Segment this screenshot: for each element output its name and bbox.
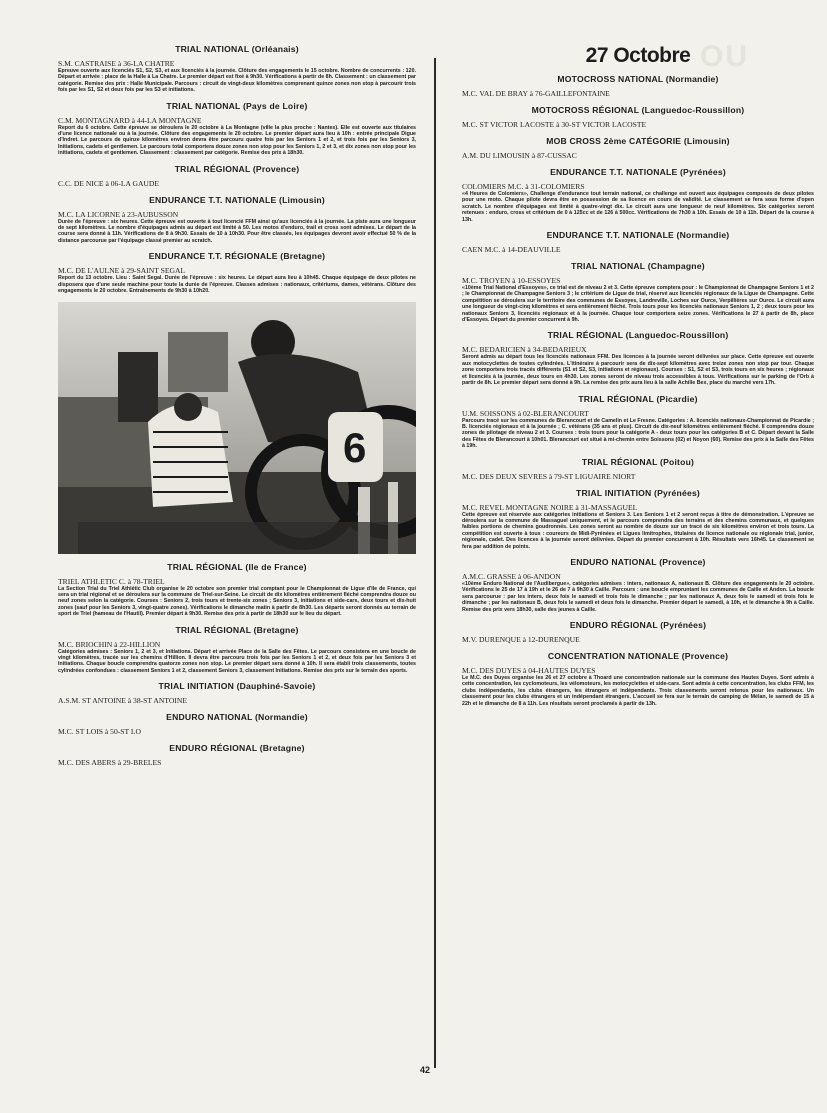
event-title: MOB CROSS 2ème CATÉGORIE (Limousin) [546, 136, 730, 146]
event-listing [462, 74, 814, 98]
event-listing [58, 743, 416, 767]
event-club-location: COLOMIERS M.C. à 31-COLOMIERS [462, 182, 585, 191]
event-listing [462, 167, 814, 223]
svg-text:6: 6 [343, 423, 367, 471]
event-listing [462, 105, 814, 129]
trial-rider-photo [58, 302, 416, 554]
event-description: «10ème Trial National d'Essoyes», ce trial est de niveau 2 et 3. Cette épreuve comptera pour : le Championnat de Champagne Seniors 1 et 2 ; le Championnat de Champagne Seniors 3 ; le critérium de Ligue de trial, réservé aux licenciés régionaux de la Ligue de Champagne. Cette compétition se déroulera sur le territoire des communes de Essoyes, Landreville, Loches sur Ource, Verpillières sur Ource. Le circuit aura une longueur de vingt-cinq kilomètres et sera entièrement fléché. Trois tours pour les licenciés nationaux Seniors 1, 2 ; deux tours pour les nationaux Seniors 3, licenciés régionaux et à la journée. Chaque tour comportera seize zones. Vérifications le 27 à partir de 8h, place d'Essoyes. Départ du premier concurrent à 9h. [462, 285, 814, 324]
event-club-location: A.S.M. ST ANTOINE à 38-ST ANTOINE [58, 696, 187, 706]
event-listing [58, 251, 416, 294]
event-title: TRIAL RÉGIONAL (Languedoc-Roussillon) [547, 330, 729, 341]
event-description: Le M.C. des Duyes organise les 26 et 27 octobre à Thoard une concentration nationale sur la commune des Hautes Duyes. Sont admis à cette concentration, les cyclomoteurs, les vélomoteurs, les motocyclettes et side-cars. Sont admis à cette concentration, les clubs FFM, les clubs indépendants, les clubs étrangers, les étrangers et indépendants. Trois classements seront retenus pour les nationaux. Un classement pour les clubs étrangers et un indépendant étrangers. L'accueil se fera sur le terrain de camping de Mélan, le samedi de 15 à 22h et le dimanche de 8 à 11h. Les résultats seront proclamés à partir de 13h. [462, 675, 814, 707]
event-listing [58, 625, 416, 675]
event-description: Report du 13 octobre. Lieu : Saint Segal. Durée de l'épreuve : six heures. Le départ aura lieu à 10h45. Chaque équipage de deux pilotes ne disposera que d'une seule machine pour toute la durée de l'épreuve. Classes admises : nationaux, critériums, dames, vétérans. Clôture des engagements le 20 octobre. Entraînements de 9h30 à 10h20. [58, 275, 416, 295]
event-title: ENDURO NATIONAL (Normandie) [166, 712, 308, 723]
event-club-location: U.M. SOISSONS à 02-BLERANCOURT [462, 408, 589, 418]
event-title: TRIAL RÉGIONAL (Provence) [174, 163, 300, 174]
event-club-location: M.C. VAL DE BRAY à 76-GAILLEFONTAINE [462, 89, 610, 98]
event-club-location: M.C. ST LOIS à 50-ST LO [58, 727, 142, 737]
event-listing [58, 44, 416, 94]
event-listing [462, 620, 814, 644]
event-club-location: M.C. DES DEUX SEVRES à 79-ST LIGUAIRE NIORT [462, 471, 636, 481]
event-listing [58, 562, 416, 618]
event-title: TRIAL RÉGIONAL (Poitou) [581, 456, 695, 467]
event-club-location: M.C. BRIOCHIN à 22-HILLION [58, 639, 161, 649]
event-description: Epreuve ouverte aux licenciés S1, S2, S3, et aux licenciés à la journée. Clôture des engagements le 15 octobre. Nombre de concurrents : 120. Départ et arrivée : place de la Halle à La Chatre. Le premier départ est fixé à 9h30. Vérifications à partir de 8h. Classement : un classement par catégorie. Remise des prix : Halle Municipale. Parcours : circuit de vingt-deux kilomètres comprenant quinze zones non stop à parcourir trois fois par les S1, S2 et deux fois par les S3 et initiations. [58, 68, 416, 94]
event-title: TRIAL INITIATION (Pyrénées) [576, 487, 700, 498]
event-description: Durée de l'épreuve : six heures. Cette épreuve est ouverte à tout licencié FFM ainsi qu'aux licenciés à la journée. La piste aura une longueur de sept kilomètres. Le nombre d'équipages admis au départ est limité à 50. Les motos d'enduro, trail et cross sont admises. Le départ de la course sera donné à 11h. Vérifications de 8 à 9h30. Essais de 10 à 10h30. Pour être classés, les équipages devront avoir effectué 50 % de la distance parcourue par l'équipage classé premier au scratch. [58, 218, 416, 244]
event-description: Seront admis au départ tous les licenciés nationaux FFM. Des licences à la journée seront délivrées sur place. Cette épreuve est ouverte aux motocyclettes de toutes cylindrées. L'itinéraire à parcourir sera de dix-sept kilomètres avec treize zones non stop par tour. Chaque zone comportera trois tracés différents (S1 et S2, S3, initiations et régionaux). Courses : S1, S2 et S3, trois tours en six heures ; régionaux et licenciés à la journée, deux tours en 4h30. Les zones seront de niveau trois accessibles à tous. Vérifications sur le parking de l'Orb à partir de 8h. Le premier départ sera donné à 9h. La remise des prix aura lieu à la salle Achille Bex, place du marché vers 17h. [462, 354, 814, 387]
event-title: ENDURO NATIONAL (Provence) [570, 556, 706, 567]
event-listing [462, 651, 814, 707]
event-club-location: CAEN M.C. à 14-DEAUVILLE [462, 245, 561, 255]
faded-background-lettering: OU [700, 40, 749, 73]
event-club-location: M.C. TROYEN à 10-ESSOYES [462, 276, 561, 286]
event-club-location: M.C. LA LICORNE à 23-AUBUSSON [58, 209, 179, 219]
event-title: ENDURO RÉGIONAL (Bretagne) [169, 743, 305, 754]
event-listing [462, 261, 814, 323]
event-listing [462, 394, 814, 450]
event-listing [462, 457, 814, 481]
event-club-location: A.M.C. GRASSE à 06-ANDON [462, 571, 561, 581]
event-listing [462, 488, 814, 550]
event-title: ENDURO RÉGIONAL (Pyrénées) [569, 620, 707, 630]
event-title: CONCENTRATION NATIONALE (Provence) [547, 651, 729, 661]
event-listing [58, 101, 416, 157]
date-heading: 27 Octobre [585, 44, 691, 67]
event-title: TRIAL RÉGIONAL (Ile de France) [167, 561, 307, 572]
event-title: ENDURANCE T.T. NATIONALE (Pyrénées) [550, 167, 726, 177]
event-club-location: S.M. CASTRAISE à 36-LA CHATRE [58, 59, 175, 68]
event-title: TRIAL RÉGIONAL (Picardie) [578, 393, 698, 404]
page-number: 42 [420, 1065, 431, 1075]
event-title: TRIAL NATIONAL (Pays de Loire) [166, 100, 308, 111]
event-club-location: M.C. DES ABERS à 29-BRELES [58, 758, 162, 768]
event-club-location: M.C. DES DUYES à 04-HAUTES DUYES [462, 666, 596, 675]
event-title: ENDURANCE T.T. RÉGIONALE (Bretagne) [148, 251, 326, 262]
event-description: La Section Trial du Triel Athlétic Club organise le 20 octobre son premier trial comptant pour le Championnat de Ligue d'Ile de France, qui sera un trial régional et se déroulera sur la commune de Triel-sur-Seine. Le circuit de dix kilomètres entièrement fléché comprendra douze ou neuf zones selon la catégorie. Courses : Seniors 2, trois tours et trente-six zones ; Seniors 3, initiations et side-cars, deux tours et dix-huit zones (sauf pour les Seniors 3, vingt-quatre zones). Vérifications le dimanche matin à partir de 8h30. Les départs seront donnés au terrain de sport de Triel (hameau de l'Hautil). Premier départ à 9h30. Remise des prix à partir de 18h30 sur le lieu du départ. [58, 585, 416, 618]
left-events-top [58, 44, 416, 295]
event-title: TRIAL RÉGIONAL (Bretagne) [175, 624, 299, 635]
event-club-location: M.C. REVEL MONTAGNE NOIRE à 31-MASSAGUEL [462, 502, 638, 512]
event-title: ENDURANCE T.T. NATIONALE (Normandie) [546, 230, 730, 241]
event-title: TRIAL NATIONAL (Orléanais) [175, 44, 299, 54]
event-listing [462, 230, 814, 254]
event-club-location: TRIEL ATHLETIC C. à 78-TRIEL [58, 576, 165, 586]
event-club-location: C.C. DE NICE à 06-LA GAUDE [58, 178, 160, 188]
event-title: ENDURANCE T.T. NATIONALE (Limousin) [149, 194, 325, 205]
event-description: Report du 6 octobre. Cette épreuve se déroulera le 20 octobre à La Montagne (ville la plus proche : Nantes). Elle est ouverte aux titulaires d'une licence nationale ou à la journée. Clôture des engagements le 20 octobre. Le premier départ aura lieu à 10h : entrée principale Digue d'Indret. Le parcours de quinze kilomètres environ devra être parcouru quatre fois par les Seniors 1 et 2, et trois fois par les Seniors 3, Initiations, cadets et gentlemen. Le parcours total comportera douze zones non stop pour les Seniors 1, 2 et 3, et dix zones non stop pour les initiations, cadets et gentlemen. Classement : classement par catégorie. Remise des prix à 18h30. [58, 124, 416, 157]
right-column [462, 44, 814, 714]
event-title: TRIAL INITIATION (Dauphiné-Savoie) [158, 681, 316, 692]
event-club-location: C.M. MONTAGNARD à 44-LA MONTAGNE [58, 115, 202, 125]
left-events-bottom [58, 562, 416, 768]
left-column [58, 44, 416, 774]
right-events [462, 74, 814, 707]
event-description: «10ème Enduro National de l'Audibergue», catégories admises : inters, nationaux A, nationaux B. Clôture des engagements le 20 octobre. Vérifications le 25 de 17 à 19h et le 26 de 7 à 9h30 à Caille. Parcours : une boucle empruntant les communes de Caille et Andon. La boucle sera parcourue : par les inters, deux fois le samedi et trois fois le dimanche ; par les nationaux A, deux fois le samedi et trois fois le dimanche ; par les nationaux B, deux fois le samedi et deux fois le dimanche. Premier départ le samedi, à 10h, et le dimanche à 9h à Caille. Remise des prix vers 18h30, salle des jeunes à Caille. [462, 580, 814, 613]
column-divider [434, 58, 436, 1068]
event-title: MOTOCROSS RÉGIONAL (Languedoc-Roussillon) [531, 105, 745, 115]
event-description: Catégories admises : Seniors 1, 2 et 3, et Initiations. Départ et arrivée Place de la Salle des Fêtes. Le parcours consistera en une boucle de vingt kilomètres, tracée sur les chemins d'Hillion. Il devra être parcouru trois fois par les Seniors 1 et 2, et deux fois par les Seniors 3 et Initiations. Chaque boucle comprendra quatorze zones non stop. Le premier départ sera donné à 10h. Il sera établi trois classements, toutes cylindrées confondues : classement Seniors 1 et 2, classement Seniors 3, classement Initiations. Remise des prix sur le terrain des sports. [58, 648, 416, 674]
event-club-location: M.V. DURENQUE à 12-DURENQUE [462, 635, 580, 644]
event-listing [462, 557, 814, 613]
event-listing [58, 164, 416, 188]
event-listing [462, 136, 814, 160]
event-title: TRIAL NATIONAL (Champagne) [571, 261, 705, 272]
event-title: MOTOCROSS NATIONAL (Normandie) [557, 74, 719, 84]
event-club-location: M.C. DE L'AULNE à 29-SAINT SEGAL [58, 266, 186, 276]
event-club-location: M.C. ST VICTOR LACOSTE à 30-ST VICTOR LACOSTE [462, 120, 647, 129]
event-listing [58, 195, 416, 245]
event-listing [58, 712, 416, 736]
event-description: Parcours tracé sur les communes de Blerancourt et de Camelin et Le Fresne. Catégories : A. licenciés nationaux-Championnat de Picardie ; B. licenciés régionaux et à la journée ; C. vétérans (35 ans et plus). Circuit de dix-neuf kilomètres entièrement fléché. Il comprendra douze zones de pilotage de niveau 2 et 3. Courses : trois tours pour la catégorie A - deux tours pour les catégories B et C. Départ devant la Salle des Fêtes de Blerancourt à 10h01. Blerancourt est situé à mi-chemin entre Soissons (02) et Noyon (60). Remise des prix à la Salle des Fêtes à 19h. [462, 417, 814, 450]
event-listing [58, 681, 416, 705]
event-listing [462, 330, 814, 386]
event-club-location: M.C. BEDARICIEN à 34-BEDARIEUX [462, 345, 587, 355]
event-description: «4 Heures de Colomiers», Challenge d'endurance tout terrain national, ce challenge est ouvert aux équipages composés de deux pilotes pour une moto. Chaque pilote devra être en possession de sa licence en cours de validité. Le classement se fera sous forme d'open scratch. Le nombre d'équipages est limité à quatre-vingt dix. Le circuit aura une longueur de neuf kilomètres. Six catégories seront retenues : enduro, cross et critérium de 0 à 125cc et de 126 à 500cc. Vérifications de 7h30 à 10h. Essais de 10 à 11h. Départ de la course à 13h. [462, 191, 814, 223]
event-club-location: A.M. DU LIMOUSIN à 87-CUSSAC [462, 151, 577, 160]
event-description: Cette épreuve est réservée aux catégories initiations et Seniors 3. Les Seniors 1 et 2 seront reçus à titre de démonstration. L'épreuve se déroulera sur la commune de Massaguel uniquement, et le parcours comprendra des terrains et des chemins communaux, et quelques faibles portions de chemins goudronnés. Les zones seront au nombre de douze sur un tracé de six kilomètres environ et trois tours. La compétition est ouverte à tous : coureurs de Midi-Pyrénées et Ligues limitrophes, titulaires de licence nationale ou régionale trial, junior, régionale, cadet. Des licences à la journée seront délivrées. Départ du premier concurrent à 10h. Résultats vers 16h45. Le classement se fera par addition de points. [462, 511, 814, 550]
